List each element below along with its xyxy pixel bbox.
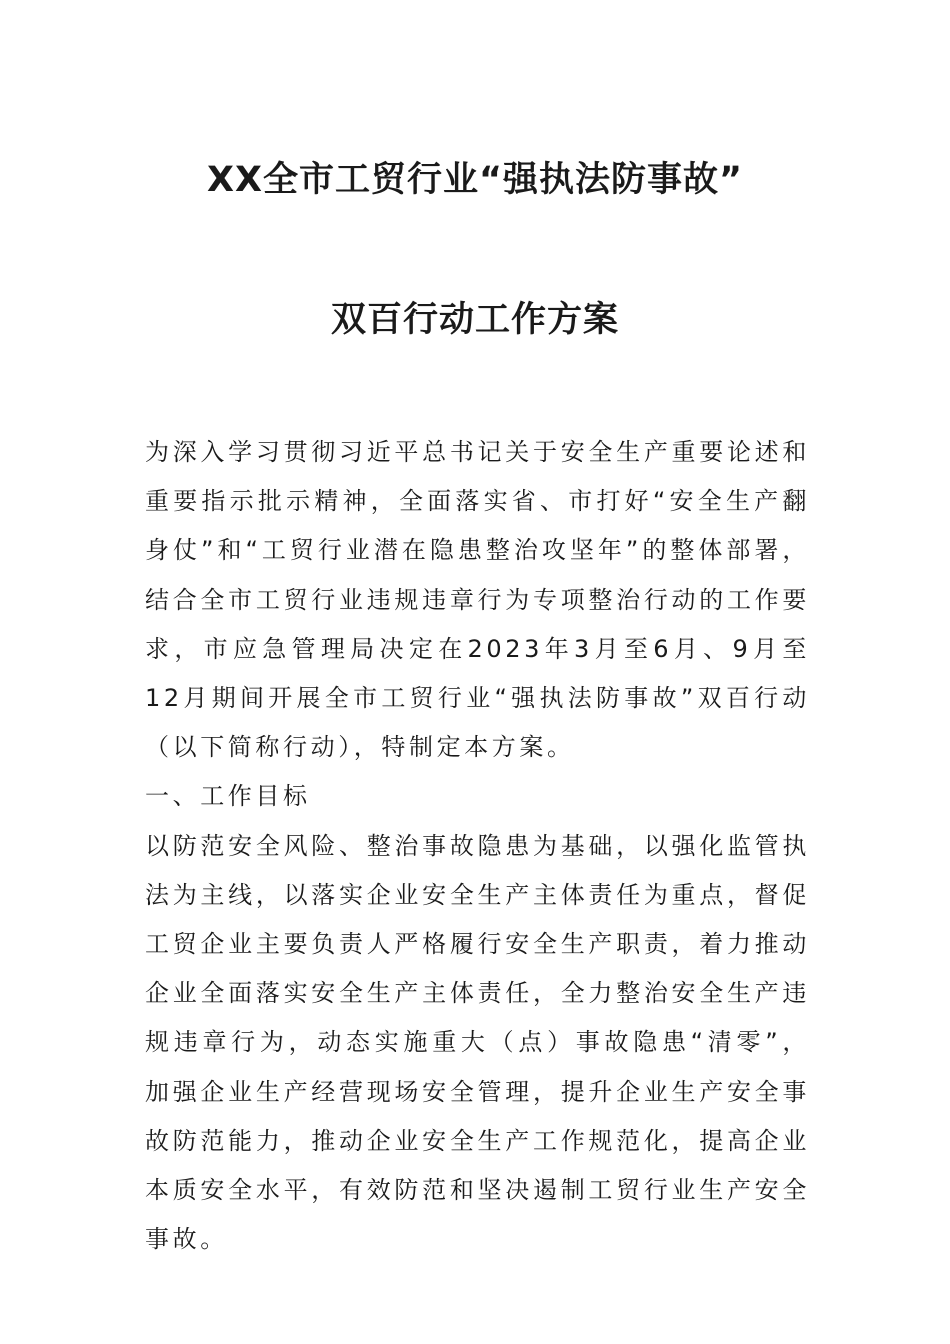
intro-paragraph: 为深入学习贯彻习近平总书记关于安全生产重要论述和重要指示批示精神，全面落实省、市打好“安全生产翻身仗”和“工贸行业潜在隐患整治攻坚年”的整体部署，结合全市工贸行业违规违章行为专项整治行动的工作要求，市应急管理局决定在2023年3月至6月、9月至12月期间开展全市工贸行业“强执法防事故”双百行动（以下简称行动），特制定本方案。: [145, 438, 810, 762]
work-goals-paragraph: 以防范安全风险、整治事故隐患为基础，以强化监管执法为主线，以落实企业安全生产主体责任为重点，督促工贸企业主要负责人严格履行安全生产职责，着力推动企业全面落实安全生产主体责任，全力整治安全生产违规违章行为，动态实施重大（点）事故隐患“清零”，加强企业生产经营现场安全管理，提升企业生产安全事故防范能力，推动企业安全生产工作规范化，提高企业本质安全水平，有效防范和坚决遏制工贸行业生产安全事故。: [145, 831, 810, 1254]
document-title-line-1: XX全市工贸行业“强执法防事故”: [207, 160, 743, 200]
document-title-line-2: 双百行动工作方案: [330, 300, 619, 340]
document-body: [145, 428, 810, 1264]
section-heading-work-goals: 一、工作目标: [145, 782, 311, 811]
